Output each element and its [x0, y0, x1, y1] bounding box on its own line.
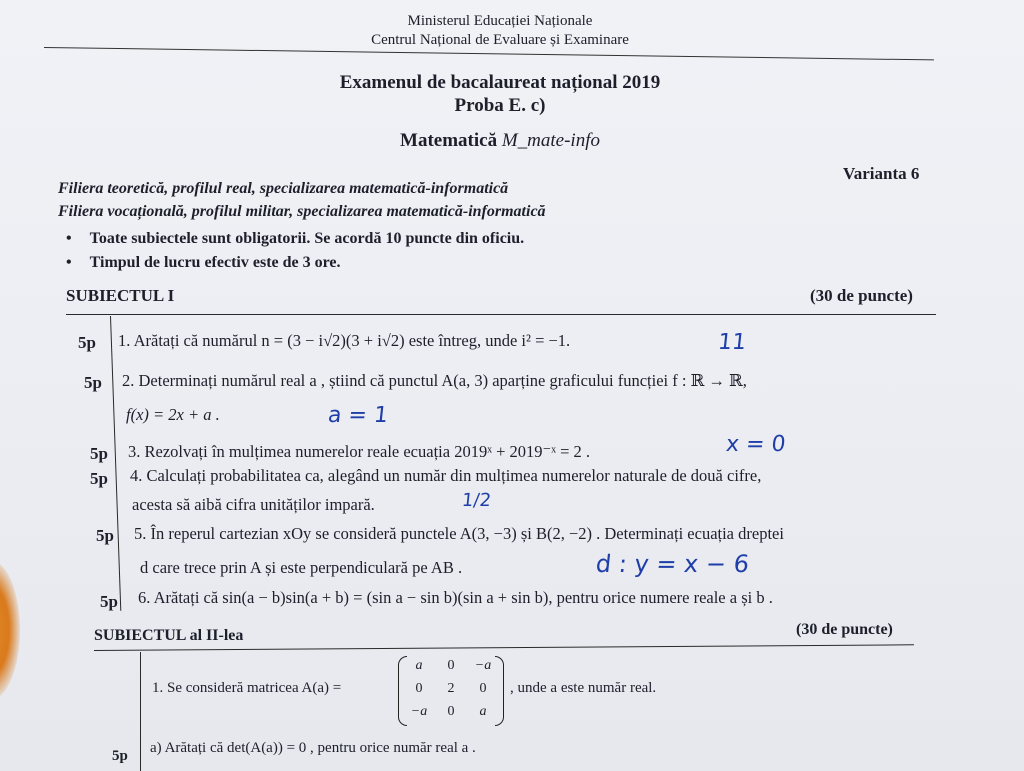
- item1-text: 1. Arătați că numărul n = (3 − i√2)(3 + i√2) este întreg, unde i² = −1.: [118, 331, 571, 350]
- item4-text-line2: acesta să aibă cifra unităților impară.: [132, 495, 375, 514]
- item4-points: 5p: [90, 469, 108, 488]
- item5-text-line2: d care trece prin A și este perpendiculară pe AB .: [140, 558, 463, 577]
- section2-item-a-text: a) Arătați că det(A(a)) = 0 , pentru orice număr real a .: [150, 740, 476, 756]
- matrix-cell: 0: [447, 658, 455, 673]
- subject-prefix: Matematică: [400, 130, 502, 151]
- item5-text: 5. În reperul cartezian xOy se consideră punctele A(3, −3) și B(2, −2) . Determinați ecuația dreptei: [134, 524, 784, 543]
- filiera-2: Filiera vocațională, profilul militar, specializarea matematică-informatică: [58, 203, 546, 220]
- matrix-cell: a: [415, 658, 423, 673]
- subject-suffix: M_mate-info: [501, 130, 600, 151]
- rule-1: • Toate subiectele sunt obligatorii. Se acordă 10 puncte din oficiu.: [66, 230, 524, 248]
- matrix-cell: 2: [447, 681, 455, 696]
- rule-2: • Timpul de lucru efectiv este de 3 ore.: [66, 254, 341, 272]
- section1-rule: [66, 314, 936, 315]
- item4-text: 4. Calculați probabilitatea ca, alegând un număr din mulțimea numerelor naturale de două cifre,: [130, 466, 762, 485]
- section2-item-a-points: 5p: [112, 748, 128, 764]
- item3-points: 5p: [90, 444, 108, 463]
- item1-points: 5p: [78, 333, 96, 352]
- item2-text-line2: f(x) = 2x + a .: [126, 405, 220, 424]
- matrix-cell: 0: [447, 704, 455, 719]
- item2-text: 2. Determinați numărul real a , știind că punctul A(a, 3) aparține graficului funcției f : ℝ → ℝ,: [122, 371, 747, 390]
- item3-text: 3. Rezolvați în mulțimea numerelor reale ecuația 2019ˣ + 2019⁻ˣ = 2 .: [128, 442, 591, 461]
- item5-points: 5p: [96, 526, 114, 545]
- item3-handwritten-answer: x = 0: [724, 432, 787, 457]
- item6-text: 6. Arătați că sin(a − b)sin(a + b) = (sin a − sin b)(sin a + sin b), pentru orice numere reale a și b .: [138, 588, 773, 607]
- section2-item1-text: 1. Se consideră matricea A(a) =: [152, 680, 342, 696]
- section2-title: SUBIECTUL al II-lea: [94, 627, 244, 644]
- item5-handwritten-answer: d : y = x − 6: [594, 550, 751, 578]
- section1-points: (30 de puncte): [810, 286, 913, 305]
- section2-points: (30 de puncte): [796, 621, 893, 638]
- item2-points: 5p: [84, 373, 102, 392]
- section1-margin-line: [110, 316, 121, 611]
- section2-rule: [94, 644, 914, 651]
- ministry-name: Ministerul Educației Naționale: [407, 13, 593, 29]
- section1-title: SUBIECTUL I: [66, 286, 175, 305]
- filiera-1: Filiera teoretică, profilul real, specializarea matematică-informatică: [58, 180, 509, 197]
- matrix-cell: −a: [410, 704, 428, 719]
- section2-item1-suffix: , unde a este număr real.: [510, 680, 657, 696]
- matrix-cell: 0: [415, 681, 423, 696]
- proba-label: Proba E. c): [454, 95, 546, 116]
- item4-handwritten-answer: 1/2: [460, 490, 493, 511]
- item1-handwritten-answer: 11: [716, 330, 748, 355]
- item6-points: 5p: [100, 592, 118, 611]
- center-name: Centrul Național de Evaluare și Examinare: [371, 32, 629, 48]
- matrix-A: [398, 656, 504, 724]
- section2-margin-line: [140, 652, 141, 771]
- variant-label: Varianta 6: [843, 164, 920, 183]
- item2-handwritten-answer: a = 1: [326, 403, 390, 428]
- matrix-cell: 0: [479, 681, 487, 696]
- subject-title: [0, 130, 1000, 152]
- ministry-header: [0, 12, 1000, 50]
- exam-title: Examenul de bacalaureat național 2019: [339, 72, 661, 93]
- finger-shadow: [0, 560, 20, 700]
- matrix-cell: a: [479, 704, 487, 719]
- matrix-cell: −a: [474, 658, 492, 673]
